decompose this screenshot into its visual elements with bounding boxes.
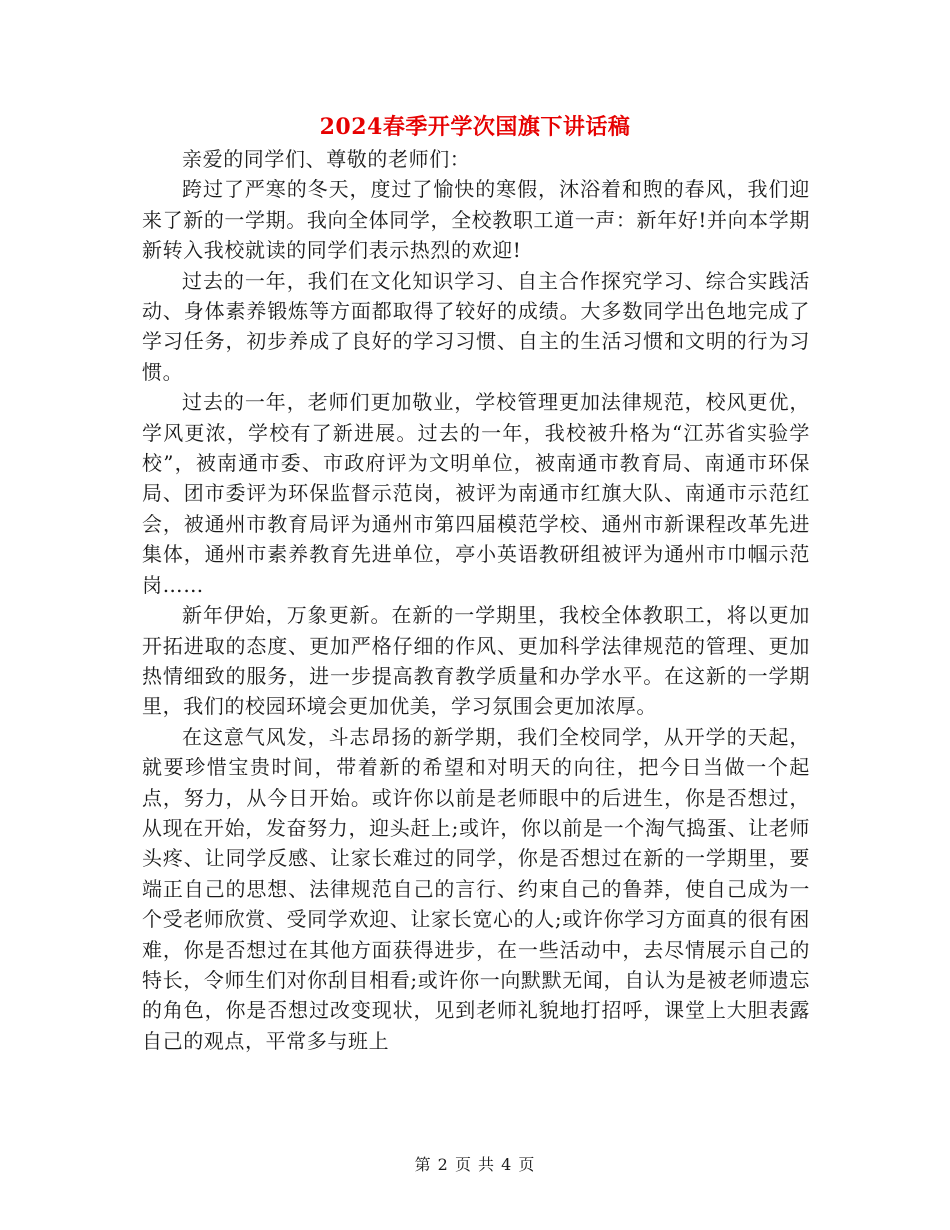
paragraph-greeting: 亲爱的同学们、尊敬的老师们：: [182, 147, 471, 171]
paragraph: 在这意气风发，斗志昂扬的新学期，我们全校同学，从开学的天起，就要珍惜宝贵时间，带着新的希望和对明天的向往，把今日当做一个起点，努力，从今日开始。或许你以前是老师眼中的后进生，你是否想过，从现在开始，发奋努力，迎头赶上;或许，你以前是一个淘气捣蛋、让老师头疼、让同学反感、让家长难过的同学，你是否想过在新的一学期里，要端正自己的思想、法律规范自己的言行、约束自己的鲁莽，使自己成为一个受老师欣赏、受同学欢迎、让家长宽心的人;或许你学习方面真的很有困难，你是否想过在其他方面获得进步，在一些活动中，去尽情展示自己的特长，令师生们对你刮目相看;或许你一向默默无闻，自认为是被老师遗忘的角色，你是否想过改变现状，见到老师礼貌地打招呼，课堂上大胆表露自己的观点，平常多与班上: [142, 724, 810, 1053]
paragraph: 过去的一年，老师们更加敬业，学校管理更加法律规范，校风更优，学风更浓，学校有了新进展。过去的一年，我校被升格为“江苏省实验学校”，被南通市委、市政府评为文明单位，被南通市教育局、南通市环保局、团市委评为环保监督示范岗，被评为南通市红旗大队、南通市示范红会，被通州市教育局评为通州市第四届模范学校、通州市新课程改革先进集体，通州市素养教育先进单位，亭小英语教研组被评为通州市巾帼示范岗……: [142, 390, 810, 597]
document-title: 2024春季开学次国旗下讲话稿: [319, 114, 631, 140]
paragraph: 过去的一年，我们在文化知识学习、自主合作探究学习、综合实践活动、身体素养锻炼等方面都取得了较好的成绩。大多数同学出色地完成了学习任务，初步养成了良好的学习习惯、自主的生活习惯和文明的行为习惯。: [142, 268, 810, 384]
page-footer: 第 2 页 共 4 页: [414, 1155, 536, 1174]
paragraph: 新年伊始，万象更新。在新的一学期里，我校全体教职工，将以更加开拓进取的态度、更加严格仔细的作风、更加科学法律规范的管理、更加热情细致的服务，进一步提高教育教学质量和办学水平。在这新的一学期里，我们的校园环境会更加优美，学习氛围会更加浓厚。: [142, 603, 810, 719]
document-body: [142, 144, 810, 1056]
paragraph: 跨过了严寒的冬天，度过了愉快的寒假，沐浴着和煦的春风，我们迎来了新的一学期。我向全体同学，全校教职工道一声：新年好!并向本学期新转入我校就读的同学们表示热烈的欢迎!: [142, 177, 810, 263]
